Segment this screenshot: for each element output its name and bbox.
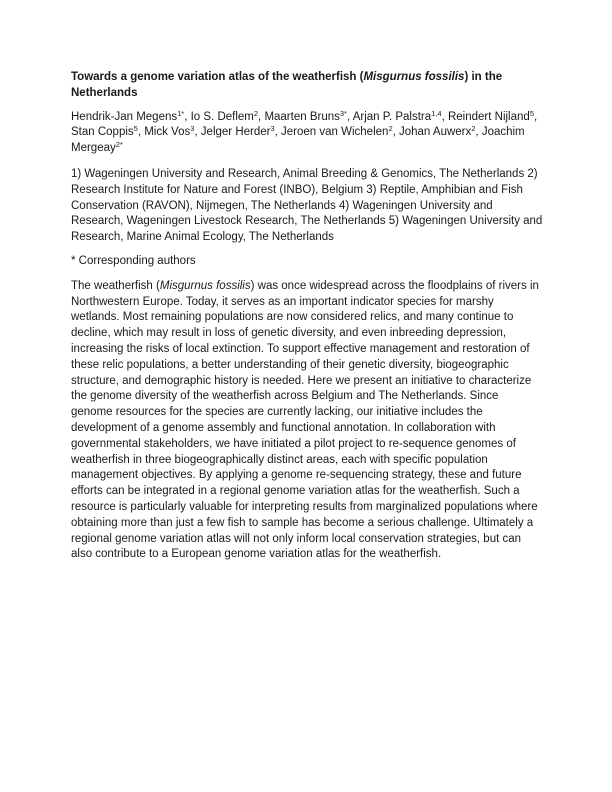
abstract-species-name: Misgurnus fossilis [159, 279, 251, 292]
title-species-name: Misgurnus fossilis [363, 71, 465, 83]
author: Johan Auwerx$^2$, [399, 124, 482, 139]
author: Reindert Nijland$^5$, [447, 108, 538, 123]
document-page [71, 70, 543, 563]
title-suffix: ) in the Netherlands [71, 71, 503, 99]
author: Maarten Bruns$^{3*}$, [264, 108, 353, 123]
abstract-prefix: The weatherfish ( [71, 279, 160, 292]
corresponding-authors-note: * Corresponding authors [71, 254, 196, 267]
affiliations: 1) Wageningen University and Research, Animal Breeding & Genomics, The Netherlands 2) Research Institute for Nature and Forest (INBO), Belgium 3) Reptile, Amphibian and Fish Conservation (RAVON), Nijmegen, The Netherlands 4) Wageningen University and Research, Wageningen Livestock Research, The Netherlands 5) Wageningen University and Research, Marine Animal Ecology, The Netherlands [71, 167, 543, 244]
author: Jelger Herder$^3$, [200, 124, 282, 139]
author: Arjan P. Palstra$^{1,4}$, [352, 108, 448, 123]
paper-title [71, 70, 543, 102]
author: Jeroen van Wichelen$^2$, [281, 124, 399, 139]
abstract-body: ) was once widespread across the floodplains of rivers in Northwestern Europe. Today, it serves as an important indicator species for marshy wetlands. Most remaining populations are now considered relics, and many continue to decline, which may result in loss of genetic diversity, and even inbreeding depression, increasing the risks of local extinction. To support effective management and restoration of these relic populations, a better understanding of their genetic diversity, biogeographic structure, and demographic history is needed. Here we present an initiative to characterize the genome diversity of the weatherfish across Belgium and The Netherlands. Since genome resources for the species are currently lacking, our initiative includes the development of a genome assembly and functional annotation. In collaboration with governmental stakeholders, we have initiated a pilot project to re-sequence genomes of weatherfish in three biogeographically distinct areas, each with specific population management objectives. By applying a genome re-sequencing strategy, these and future efforts can be integrated in a regional genome variation atlas for the weatherfish. Such a resource is particularly valuable for interpreting results from marginalized populations where obtaining more than just a few fish to sample has become a serious challenge. Ultimately a regional genome variation atlas will not only inform local conservation strategies, but can also contribute to a European genome variation atlas for the weatherfish. [71, 279, 539, 561]
author: Io S. Deflem$^2$, [190, 108, 265, 123]
author-list [71, 110, 543, 157]
abstract [71, 279, 543, 563]
title-prefix: Towards a genome variation atlas of the weatherfish ( [71, 71, 364, 83]
author: Mick Vos$^3$, [144, 124, 201, 139]
author: Hendrik-Jan Megens$^{1*}$, [71, 108, 191, 123]
author: Joachim Mergeay$^{2*}$ [71, 126, 525, 155]
author: Stan Coppis$^5$, [71, 124, 145, 139]
